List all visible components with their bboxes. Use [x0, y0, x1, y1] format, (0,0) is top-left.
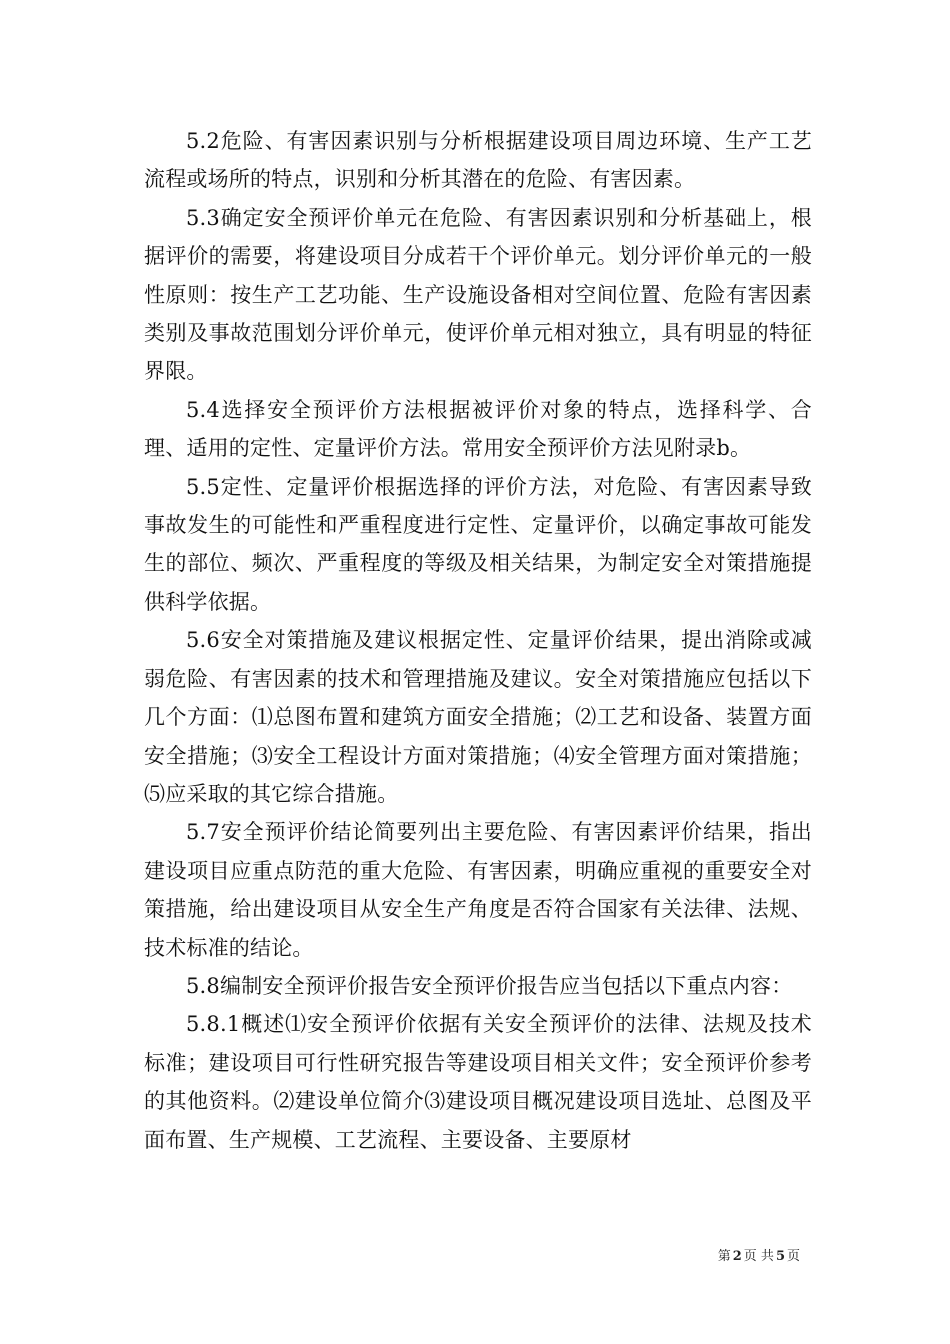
document-body	[144, 122, 812, 1159]
paragraph-5-8: 5.8编制安全预评价报告安全预评价报告应当包括以下重点内容：	[186, 973, 793, 998]
footer-prefix: 第	[717, 1249, 731, 1264]
paragraph-5-5: 5.5定性、定量评价根据选择的评价方法，对危险、有害因素导致事故发生的可能性和严重程度进行定性、定量评价，以确定事故可能发生的部位、频次、严重程度的等级及相关结果，为制定安全对策措施提供科学依据。	[144, 474, 812, 614]
paragraph-5-3: 5.3确定安全预评价单元在危险、有害因素识别和分析基础上，根据评价的需要，将建设项目分成若干个评价单元。划分评价单元的一般性原则：按生产工艺功能、生产设施设备相对空间位置、危险有害因素类别及事故范围划分评价单元，使评价单元相对独立，具有明显的特征界限。	[144, 205, 812, 384]
footer-total-pages: 5	[775, 1249, 785, 1264]
footer-middle: 页 共	[743, 1249, 774, 1264]
paragraph-5-6: 5.6安全对策措施及建议根据定性、定量评价结果，提出消除或减弱危险、有害因素的技术和管理措施及建议。安全对策措施应包括以下几个方面：⑴总图布置和建筑方面安全措施；⑵工艺和设备、装置方面安全措施；⑶安全工程设计方面对策措施；⑷安全管理方面对策措施；⑸应采取的其它综合措施。	[144, 628, 812, 806]
paragraph-5-8-1: 5.8.1概述⑴安全预评价依据有关安全预评价的法律、法规及技术标准；建设项目可行性研究报告等建设项目相关文件；安全预评价参考的其他资料。⑵建设单位简介⑶建设项目概况建设项目选址、总图及平面布置、生产规模、工艺流程、主要设备、主要原材	[144, 1012, 812, 1152]
paragraph-5-7: 5.7安全预评价结论简要列出主要危险、有害因素评价结果，指出建设项目应重点防范的重大危险、有害因素，明确应重视的重要安全对策措施，给出建设项目从安全生产角度是否符合国家有关法律、法规、技术标准的结论。	[144, 820, 812, 960]
paragraph-5-4: 5.4选择安全预评价方法根据被评价对象的特点，选择科学、合理、适用的定性、定量评价方法。常用安全预评价方法见附录b。	[144, 397, 812, 461]
footer-current-page: 2	[732, 1249, 742, 1264]
page-number-footer	[718, 1245, 800, 1264]
paragraph-5-2: 5.2危险、有害因素识别与分析根据建设项目周边环境、生产工艺流程或场所的特点，识别和分析其潜在的危险、有害因素。	[144, 129, 812, 192]
footer-suffix: 页	[786, 1249, 800, 1264]
